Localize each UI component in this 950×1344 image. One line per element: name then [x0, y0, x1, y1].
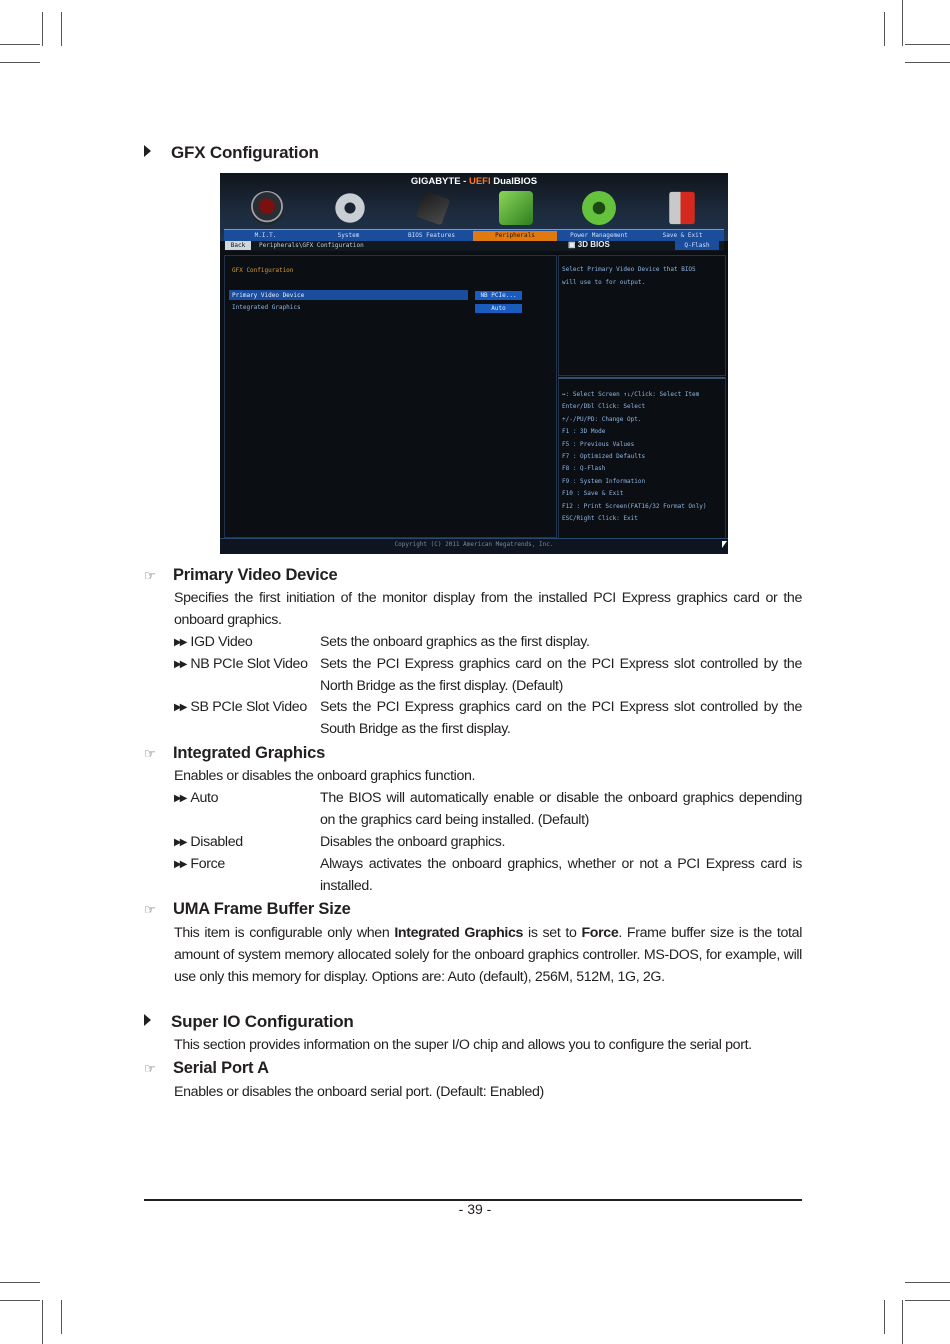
option-name: NB PCIe Slot Video — [190, 656, 308, 672]
crop-mark — [42, 1300, 43, 1344]
value-integrated-graphics[interactable]: Auto — [475, 304, 522, 313]
crop-mark — [0, 44, 40, 45]
crop-mark — [61, 12, 62, 46]
double-arrow-icon: ▶▶ — [174, 637, 186, 648]
gear-icon — [333, 191, 367, 225]
tab-system[interactable]: System — [337, 232, 360, 239]
value-primary-video[interactable]: NB PCIe... — [475, 291, 522, 300]
option-name: Force — [190, 856, 225, 872]
option-description: The BIOS will automatically enable or disable the onboard graphics depending on the graphics card being installed. (Default) — [320, 790, 802, 828]
double-arrow-icon: ▶▶ — [174, 793, 186, 804]
option-row — [174, 853, 802, 897]
option-name: IGD Video — [190, 634, 253, 650]
bios-menu-title: GFX Configuration — [232, 267, 294, 274]
tab-bios-features[interactable]: BIOS Features — [408, 232, 455, 239]
item-title: Integrated Graphics — [173, 744, 326, 762]
breadcrumb: Peripherals\GFX Configuration — [259, 242, 364, 249]
back-button[interactable]: Back — [225, 241, 251, 250]
help-line: Select Primary Video Device that BIOS — [562, 266, 696, 273]
key-legend-line: ↔: Select Screen ↑↓/Click: Select Item — [562, 391, 700, 398]
key-legend-line: ESC/Right Click: Exit — [562, 515, 638, 522]
help-line: will use to for output. — [562, 279, 646, 286]
option-description: Always activates the onboard graphics, whether or not a PCI Express card is installed. — [320, 856, 802, 894]
item-heading-serial-a — [144, 1059, 269, 1078]
tab-peripherals[interactable]: Peripherals — [473, 231, 557, 241]
crop-mark — [905, 62, 950, 63]
exit-door-icon — [669, 192, 695, 224]
tab-mit[interactable]: M.I.T. — [254, 232, 277, 239]
item-title: UMA Frame Buffer Size — [173, 900, 351, 918]
qflash-button[interactable]: Q-Flash — [675, 241, 719, 250]
item-heading-uma — [144, 900, 351, 919]
key-legend-line: F5 : Previous Values — [562, 441, 635, 448]
crop-mark — [905, 1300, 950, 1301]
3d-bios-logo: ▣ 3D BIOS — [568, 240, 610, 249]
power-icon — [582, 191, 616, 225]
tab-power-management[interactable]: Power Management — [570, 232, 628, 239]
section-title: Super IO Configuration — [171, 1012, 354, 1031]
triangle-right-icon — [144, 1014, 151, 1026]
crop-mark — [0, 1282, 40, 1283]
option-name: SB PCIe Slot Video — [190, 699, 307, 715]
key-legend-line: F7 : Optimized Defaults — [562, 453, 646, 460]
item-description: Specifies the first initiation of the monitor display from the installed PCI Express graphics card or the onboard graphics. — [174, 590, 802, 628]
menu-item-integrated-graphics[interactable]: Integrated Graphics — [232, 304, 301, 311]
pointing-hand-icon: ☞ — [144, 746, 156, 761]
option-row — [174, 831, 802, 853]
option-row — [174, 787, 802, 831]
option-description: Sets the PCI Express graphics card on the PCI Express slot controlled by the South Bridge as the first display. — [320, 699, 802, 737]
pointing-hand-icon: ☞ — [144, 902, 156, 917]
crop-mark — [0, 62, 40, 63]
speedometer-icon — [250, 191, 284, 225]
peripheral-card-icon — [499, 191, 533, 225]
item-description: This item is configurable only when Integrated Graphics is set to Force. Frame buffer size is the total amount of system memory allocated solely for the onboard graphics controller. MS-DOS, for example, will use only this memory for display. Options are: Auto (default), 256M, 512M, 1G, 2G. — [174, 925, 802, 985]
double-arrow-icon: ▶▶ — [174, 659, 186, 670]
tab-save-exit[interactable]: Save & Exit — [662, 232, 703, 239]
pointing-hand-icon: ☞ — [144, 1061, 156, 1076]
crop-mark — [905, 44, 950, 45]
crop-mark — [902, 0, 903, 46]
crop-mark — [42, 12, 43, 46]
bios-brand: GIGABYTE - UEFI DualBIOS — [410, 176, 538, 187]
option-row — [174, 631, 802, 653]
item-description: Enables or disables the onboard serial port. (Default: Enabled) — [174, 1084, 544, 1100]
option-name: Auto — [190, 790, 219, 806]
key-legend-line: F1 : 3D Mode — [562, 428, 606, 435]
section-heading-gfx — [144, 143, 319, 163]
option-description: Sets the PCI Express graphics card on the PCI Express slot controlled by the North Bridge as the first display. (Default) — [320, 656, 802, 694]
item-title: Primary Video Device — [173, 566, 338, 584]
section-title: GFX Configuration — [171, 143, 319, 162]
double-arrow-icon: ▶▶ — [174, 837, 186, 848]
bios-screenshot — [220, 173, 728, 554]
bios-help-pane — [558, 255, 726, 376]
bios-tab-bar — [224, 229, 724, 241]
option-name: Disabled — [190, 834, 243, 850]
key-legend-line: F10 : Save & Exit — [562, 490, 624, 497]
item-heading-primary-video — [144, 566, 337, 585]
section-description: This section provides information on the super I/O chip and allows you to configure the serial port. — [174, 1037, 752, 1053]
crop-mark — [61, 1300, 62, 1334]
key-legend-line: F8 : Q-Flash — [562, 465, 606, 472]
crop-mark — [0, 1300, 40, 1301]
page-number: - 39 - — [458, 1201, 492, 1217]
key-legend-line: +/-/PU/PD: Change Opt. — [562, 416, 642, 423]
key-legend-line: F9 : System Information — [562, 478, 646, 485]
menu-item-primary-video[interactable]: Primary Video Device — [232, 292, 305, 299]
option-description: Sets the onboard graphics as the first display. — [320, 634, 590, 650]
crop-mark — [902, 1300, 903, 1344]
item-title: Serial Port A — [173, 1059, 269, 1077]
option-description: Disables the onboard graphics. — [320, 834, 506, 850]
key-legend-line: F12 : Print Screen(FAT16/32 Format Only) — [562, 503, 707, 510]
crop-mark — [884, 1300, 885, 1334]
bios-copyright: Copyright (C) 2011 American Megatrends, Inc. — [394, 541, 554, 548]
mouse-cursor-icon — [722, 541, 727, 548]
double-arrow-icon: ▶▶ — [174, 702, 186, 713]
crop-mark — [905, 1282, 950, 1283]
option-row — [174, 653, 802, 697]
pointing-hand-icon: ☞ — [144, 568, 156, 583]
item-heading-integrated-graphics — [144, 744, 325, 763]
section-heading-superio — [144, 1012, 354, 1032]
option-row — [174, 696, 802, 740]
key-legend-line: Enter/Dbl Click: Select — [562, 403, 646, 410]
crop-mark — [884, 12, 885, 46]
double-arrow-icon: ▶▶ — [174, 859, 186, 870]
item-description: Enables or disables the onboard graphics function. — [174, 768, 476, 784]
triangle-right-icon — [144, 145, 151, 157]
